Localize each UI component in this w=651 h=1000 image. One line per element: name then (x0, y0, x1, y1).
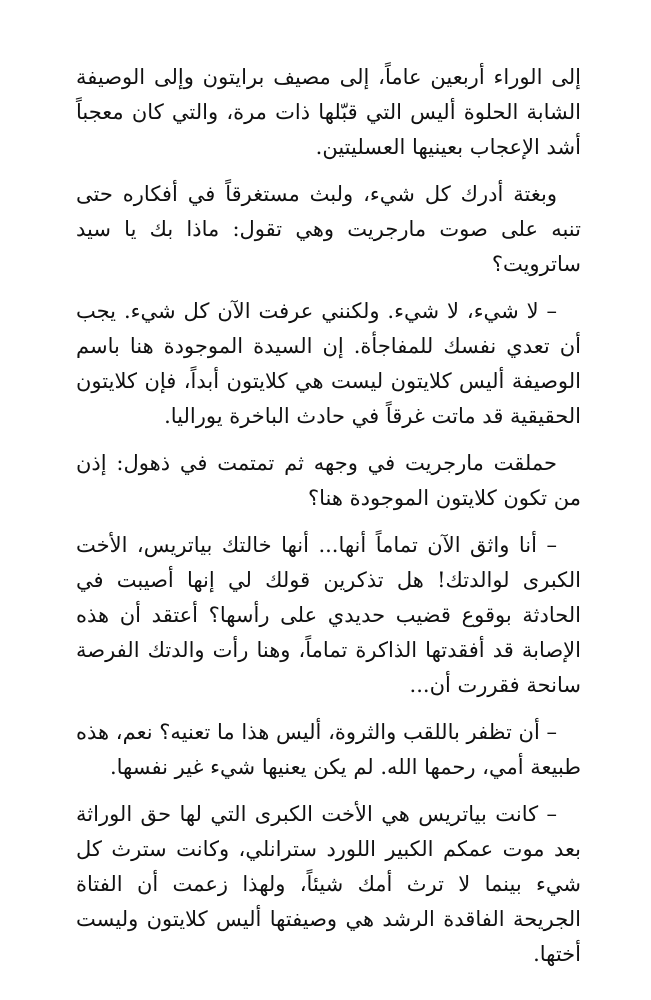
paragraph-5: – أنا واثق الآن تماماً أنها... أنها خالتك بياتريس، الأخت الكبرى لوالدتك! هل تذكرين قولك لي إنها أصيبت في الحادثة بوقوع قضيب حديدي على رأسها؟ أعتقد أن هذه الإصابة قد أفقدتها الذاكرة تماماً، وهنا رأت والدتك الفرصة سانحة فقررت أن... (76, 533, 581, 697)
paragraph-2: وبغتة أدرك كل شيء، ولبث مستغرقاً في أفكاره حتى تنبه على صوت مارجريت وهي تقول: ماذا بك يا سيد ساترويت؟ (76, 182, 581, 276)
paragraph-4: حملقت مارجريت في وجهه ثم تمتمت في ذهول: إذن من تكون كلايتون الموجودة هنا؟ (76, 451, 581, 510)
paragraph-6: – أن تظفر باللقب والثروة، أليس هذا ما تعنيه؟ نعم، هذه طبيعة أمي، رحمها الله. لم يكن يعنيها شيء غير نفسها. (76, 720, 581, 779)
paragraph-7: – كانت بياتريس هي الأخت الكبرى التي لها حق الوراثة بعد موت عمكم الكبير اللورد سترانلي، وكانت سترث كل شيء بينما لا ترث أمك شيئاً، ولهذا زعمت أن الفتاة الجريحة الفاقدة الرشد هي وصيفتها أليس كلايتون وليست أختها. (76, 802, 581, 966)
book-page (76, 60, 581, 984)
paragraph-3: – لا شيء، لا شيء. ولكنني عرفت الآن كل شيء. يجب أن تعدي نفسك للمفاجأة. إن السيدة الموجودة هنا باسم الوصيفة أليس كلايتون ليست هي كلايتون أبداً، فإن كلايتون الحقيقية قد ماتت غرقاً في حادث الباخرة يوراليا. (76, 299, 581, 428)
paragraph-1: إلى الوراء أربعين عاماً، إلى مصيف برايتون وإلى الوصيفة الشابة الحلوة أليس التي قبّلها ذات مرة، والتي كان معجباً أشد الإعجاب بعينيها العسليتين. (76, 65, 581, 159)
